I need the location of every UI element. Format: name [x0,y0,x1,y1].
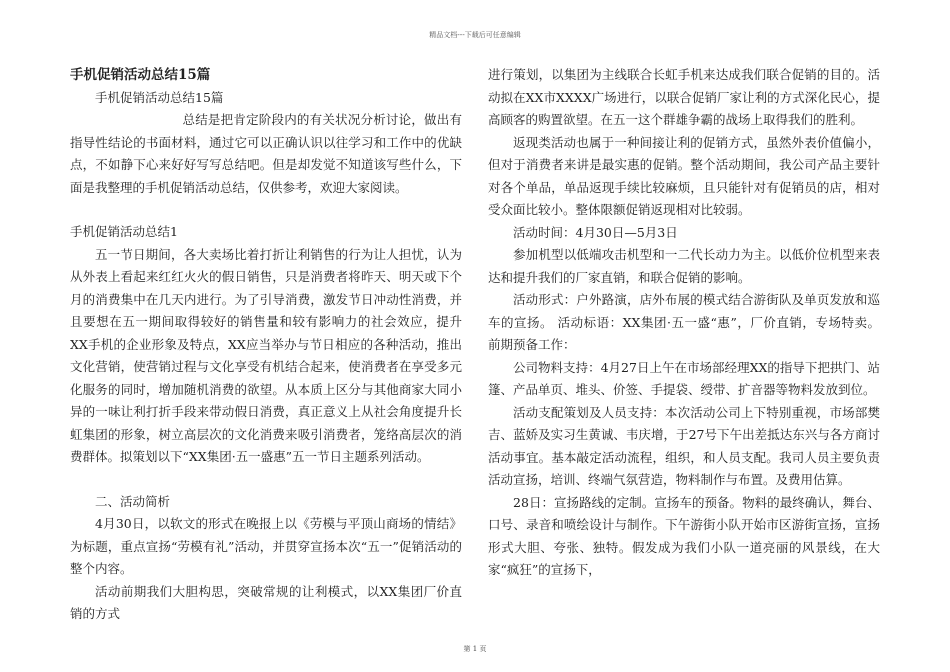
paragraph: 活动支配策划及人员支持：本次活动公司上下特别重视，市场部樊吉、蓝娇及实习生黄诚、韦庆增，于27号下午出差抵达东兴与各方商讨活动事宜。基本敲定活动流程，组织，和人员支配。我司人员主要负责活动宣扬，培训、终端气氛营造，物料制作与布置。及费用估算。 [488,404,880,487]
right-column [488,64,880,582]
paragraph: 公司物料支持：4月27日上午在市场部经理XX的指导下把拱门、站篷、产品单页、堆头、价签、手提袋、绶带、扩音器等物料发放到位。 [488,359,880,397]
paragraph: 返现类活动也属于一种间接让利的促销方式，虽然外表价值偏小，但对于消费者来讲是最实惠的促销。整个活动期间，我公司产品主要针对各个单品，单品返现手续比较麻烦，且只能针对有促销员的店，相对受众面比较小。整体限额促销返现相对比较弱。 [488,134,880,217]
paragraph: 28日：宣扬路线的定制。宣扬车的预备。物料的最终确认，舞台、口号、录音和喷绘设计与制作。下午游街小队开始市区游街宣扬，宣扬形式大胆、夸张、独特。假发成为我们小队一道亮丽的风景线，在大家“疯狂”的宣扬下， [488,494,880,577]
paragraph: 4月30日，以软文的形式在晚报上以《劳模与平顶山商场的情结》为标题，重点宣扬“劳模有礼”活动，并贯穿宣扬本次“五一”促销活动的整个内容。 [70,516,462,576]
paragraph: 参加机型以低端攻击机型和一二代长动力为主。以低价位机型来表达和提升我们的厂家直销，和联合促销的影响。 [488,247,880,285]
section-heading: 二、活动简析 [95,493,171,509]
left-column [70,64,462,626]
page-header: 精品文档---下载后可任意编辑 [429,31,521,39]
paragraph: 进行策划，以集团为主线联合长虹手机来达成我们联合促销的目的。活动拟在XX市XXXX广场进行，以联合促销厂家让利的方式深化民心，提高顾客的购置欲望。在五一这个群雄争霸的战场上取得我们的胜利。 [488,67,880,127]
paragraph: 五一节日期间，各大卖场比着打折让利销售的行为让人担忧，认为从外表上看起来红红火火的假日销售，只是消费者将昨天、明天或下个月的消费集中在几天内进行。为了引导消费，激发节日冲动性消费，并且要想在五一期间取得较好的销售量和较有影响力的社会效应，提升XX手机的企业形象及特点，XX应当举办与节日相应的各种活动，推出文化营销，使营销过程与文化享受有机结合起来，使消费者在享受多元化服务的同时，增加随机消费的欲望。从本质上区分与其他商家大同小异的一味让利打折手段来带动假日消费，真正意义上从社会角度提升长虹集团的形象，树立高层次的文化消费来吸引消费者，笼络高层次的消费群体。拟策划以下“XX集团·五一盛惠”五一节日主题系列活动。 [70,246,462,464]
document-title: 手机促销活动总结15篇 [70,67,211,83]
paragraph: 活动形式：户外路演，店外布展的模式结合游街队及单页发放和巡车的宣扬。 活动标语：XX集团·五一盛“惠”，厂价直销，专场特卖。 前期预备工作： [488,292,880,352]
page-number: 第 1 页 [463,645,487,653]
section-heading: 手机促销活动总结1 [70,224,178,239]
paragraph: 活动前期我们大胆构思，突破常规的让利模式，以XX集团厂价直销的方式 [70,583,462,621]
intro-paragraph: 总结是把肯定阶段内的有关状况分析讨论，做出有指导性结论的书面材料，通过它可以正确认识以往学习和工作中的优缺点，不如静下心来好好写写总结吧。但是却发觉不知道该写些什么，下面是我整理的手机促销活动总结，仅供参考，欢迎大家阅读。 [70,112,462,195]
document-subtitle: 手机促销活动总结15篇 [95,89,224,105]
paragraph: 活动时间：4月30日—5月3日 [513,224,678,240]
